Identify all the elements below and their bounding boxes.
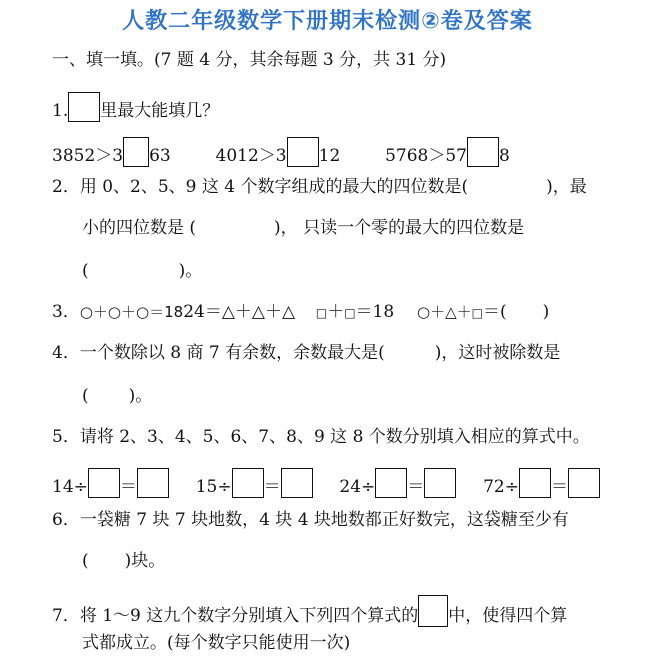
q1-item-2-right: 12 xyxy=(318,146,341,166)
question-5-text: 请将 2、3、4、5、6、7、8、9 这 8 个数分别填入相应的算式中。 xyxy=(79,427,590,447)
question-7-text-b: 中，使得四个算 xyxy=(448,606,568,626)
answer-box[interactable] xyxy=(519,468,551,498)
equation-4-left: ○＋△＋ xyxy=(417,303,472,321)
q1-item-3-left: 5768＞57 xyxy=(385,146,467,166)
question-3-number: 3． xyxy=(52,302,80,322)
square-symbol: □ xyxy=(344,306,356,320)
answer-box[interactable] xyxy=(418,595,448,627)
question-7-text-c: 式都成立。(每个数字只能使用一次) xyxy=(82,633,351,653)
question-2-line-2 xyxy=(82,216,524,240)
question-4-text-c: ( xyxy=(82,386,89,406)
question-7-line-2 xyxy=(82,631,350,655)
question-6-text-a: 一袋糖 7 块 7 块地数，4 块 4 块地数都正好数完，这袋糖至少有 xyxy=(79,510,569,530)
q5-eq-2-dividend: 15÷ xyxy=(195,477,232,497)
plus-sign: ＋ xyxy=(327,302,345,322)
page-title: 人教二年级数学下册期末检测②卷及答案 xyxy=(122,9,533,34)
q5-eq-4-dividend: 72÷ xyxy=(483,477,519,497)
question-2-text-f: )。 xyxy=(178,261,203,281)
question-7-text-a: 将 1～9 这九个数字分别填入下列四个算式的 xyxy=(79,606,419,626)
question-4-line-1 xyxy=(52,341,560,365)
question-4-line-2 xyxy=(82,384,152,408)
question-6-number: 6． xyxy=(52,510,80,530)
question-2-line-1 xyxy=(52,175,587,199)
q5-eq-1-dividend: 14÷ xyxy=(52,477,88,497)
question-5 xyxy=(52,425,590,449)
q1-item-3-right: 8 xyxy=(499,146,510,166)
question-1 xyxy=(52,92,219,123)
q1-item-1-left: 3852＞3 xyxy=(52,146,124,166)
question-1-items xyxy=(52,137,510,168)
equation-4-close: ) xyxy=(542,302,550,322)
square-symbol: □ xyxy=(471,306,483,320)
q5-eq-4-equals: ＝ xyxy=(551,477,568,497)
question-5-number: 5． xyxy=(52,427,80,447)
q5-eq-3-dividend: 24÷ xyxy=(339,477,376,497)
question-2-text-d: )， 只读一个零的最大的四位数是 xyxy=(274,218,525,238)
answer-box[interactable] xyxy=(568,468,600,498)
question-4-text-a: 一个数除以 8 商 7 有余数，余数最大是( xyxy=(79,343,385,363)
q5-eq-1-equals: ＝ xyxy=(119,477,137,497)
q5-eq-3-equals: ＝ xyxy=(407,477,425,497)
question-4-text-d: )。 xyxy=(128,386,153,406)
square-symbol: □ xyxy=(315,306,328,320)
section-heading xyxy=(52,48,446,72)
question-2-text-c: 小的四位数是 ( xyxy=(82,218,197,238)
answer-box[interactable] xyxy=(467,137,499,167)
equation-2: 24＝△＋△＋△ xyxy=(183,302,296,322)
answer-box[interactable] xyxy=(232,468,264,498)
question-1-number: 1. xyxy=(52,101,69,121)
question-6-text-b: ( xyxy=(82,551,89,571)
question-7-number: 7． xyxy=(52,606,80,626)
question-2-number: 2． xyxy=(52,177,80,197)
answer-box[interactable] xyxy=(424,468,456,498)
question-2-text-a: 用 0、2、5、9 这 4 个数字组成的最大的四位数是( xyxy=(79,177,469,197)
question-6-text-c: )块。 xyxy=(124,551,166,571)
answer-box[interactable] xyxy=(281,468,313,498)
answer-box[interactable] xyxy=(88,468,120,498)
question-7-line-1 xyxy=(52,595,567,628)
question-2-text-e: ( xyxy=(82,261,89,281)
q1-item-1-right: 63 xyxy=(149,146,171,166)
question-2-line-3 xyxy=(82,259,202,283)
equation-4-eq: ＝( xyxy=(482,302,507,322)
section-heading-text: 一、填一填。(7 题 4 分，其余每题 3 分，共 31 分) xyxy=(52,50,447,70)
question-4-text-b: )，这时被除数是 xyxy=(434,343,561,363)
answer-box[interactable] xyxy=(137,468,169,498)
question-3 xyxy=(52,300,549,325)
equation-3-result: ＝18 xyxy=(355,302,395,322)
question-6-line-1 xyxy=(52,508,569,532)
q5-eq-2-equals: ＝ xyxy=(263,477,281,497)
answer-box[interactable] xyxy=(123,137,149,167)
question-6-line-2 xyxy=(82,549,165,573)
question-5-equations xyxy=(52,468,600,499)
q1-item-2-left: 4012＞3 xyxy=(215,146,287,166)
answer-box[interactable] xyxy=(287,137,319,167)
question-4-number: 4． xyxy=(52,343,80,363)
answer-box[interactable] xyxy=(68,92,100,122)
answer-box[interactable] xyxy=(375,468,407,498)
question-1-text: 里最大能填几？ xyxy=(100,101,220,121)
equation-1: ○＋○＋○＝18 xyxy=(79,303,184,321)
question-2-text-b: )，最 xyxy=(546,177,587,197)
